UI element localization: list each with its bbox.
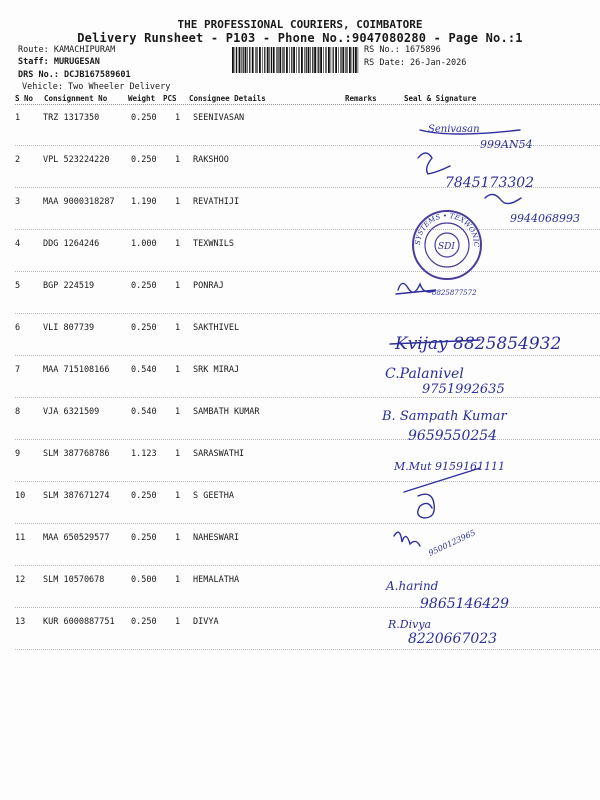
row-consignment: SLM 387768786 — [43, 449, 110, 459]
row-sno: 13 — [15, 617, 26, 627]
row-weight: 0.250 — [131, 323, 157, 333]
row-consignment: BGP 224519 — [43, 281, 95, 291]
row-sno: 4 — [15, 239, 21, 249]
route-label: Route: KAMACHIPURAM — [18, 45, 116, 55]
col-pcs: PCS — [163, 94, 177, 103]
row-consignee: SAKTHIVEL — [193, 323, 240, 333]
col-sno: S No — [15, 94, 34, 103]
staff-label: Staff: MURUGESAN — [18, 57, 100, 67]
signature-5-number: 8825877572 — [432, 289, 477, 297]
row-consignment: SLM 387671274 — [43, 491, 110, 501]
row-sno: 10 — [15, 491, 26, 501]
signature-3-stroke — [485, 194, 521, 203]
signature-12-number: 9865146429 — [420, 596, 510, 612]
signature-12-name: A.harind — [386, 579, 439, 593]
company-title: THE PROFESSIONAL COURIERS, COIMBATORE — [177, 18, 423, 31]
row-weight: 0.250 — [131, 533, 157, 543]
row-sno: 12 — [15, 575, 26, 585]
row-sno: 1 — [15, 113, 21, 123]
row-consignee: PONRAJ — [193, 281, 224, 291]
signature-10-stroke — [418, 494, 435, 518]
row-consignee: RAKSHOO — [193, 155, 229, 165]
signature-5-stroke — [396, 283, 436, 294]
stamp-center-text: SDI — [438, 242, 455, 252]
row-weight: 0.500 — [131, 575, 157, 585]
row-pcs: 1 — [175, 155, 181, 165]
row-consignment: VLI 807739 — [43, 323, 95, 333]
row-consignee: SRK MIRAJ — [193, 365, 240, 375]
signature-8-number: 9659550254 — [408, 428, 498, 444]
signature-1-name: Senivasan — [428, 124, 480, 135]
row-pcs: 1 — [175, 365, 181, 375]
row-pcs: 1 — [175, 533, 181, 543]
row-pcs: 1 — [175, 281, 181, 291]
signature-13-number: 8220667023 — [408, 631, 498, 647]
row-consignment: VJA 6321509 — [43, 407, 100, 417]
row-weight: 1.190 — [131, 197, 157, 207]
row-consignee: SAMBATH KUMAR — [193, 407, 260, 417]
row-consignment: DDG 1264246 — [43, 239, 100, 249]
row-sno: 7 — [15, 365, 21, 375]
barcode-icon — [232, 47, 360, 73]
row-weight: 1.000 — [131, 239, 157, 249]
signature-8-name: B. Sampath Kumar — [382, 409, 507, 424]
row-sno: 5 — [15, 281, 21, 291]
drs-label: DRS No.: DCJB167589601 — [18, 70, 131, 80]
row-weight: 0.250 — [131, 113, 157, 123]
row-consignment: MAA 650529577 — [43, 533, 110, 543]
rs-number: RS No.: 1675896 — [364, 45, 441, 55]
row-pcs: 1 — [175, 617, 181, 627]
row-pcs: 1 — [175, 197, 181, 207]
signature-2-stroke — [418, 153, 450, 174]
row-weight: 0.540 — [131, 365, 157, 375]
row-sno: 2 — [15, 155, 21, 165]
row-consignee: TEXWNILS — [193, 239, 234, 249]
signature-7-number: 9751992635 — [422, 382, 505, 397]
signature-9-text: M.Mut 9159161111 — [394, 460, 506, 473]
row-consignment: MAA 715108166 — [43, 365, 110, 375]
vehicle-label: Vehicle: Two Wheeler Delivery — [22, 82, 171, 92]
row-sno: 3 — [15, 197, 21, 207]
rs-date: RS Date: 26-Jan-2026 — [364, 58, 467, 68]
row-consignee: SEENIVASAN — [193, 113, 245, 123]
col-weight: Weight — [128, 94, 156, 103]
row-consignment: MAA 9000318287 — [43, 197, 115, 207]
signature-6-text: Kvijay 8825854932 — [395, 334, 562, 354]
col-consignment: Consignment No — [44, 94, 108, 103]
row-pcs: 1 — [175, 323, 181, 333]
signature-7-name: C.Palanivel — [385, 366, 464, 382]
row-consignment: KUR 6000887751 — [43, 617, 115, 627]
col-remarks: Remarks — [345, 94, 377, 103]
signature-11-stroke — [394, 532, 420, 546]
signature-3-number: 9944068993 — [510, 212, 580, 225]
signature-11-number: 9500123965 — [427, 528, 477, 558]
signature-area — [357, 102, 600, 648]
runsheet-subtitle: Delivery Runsheet - P103 - Phone No.:9047080280 - Page No.:1 — [77, 31, 523, 45]
col-consignee: Consignee Details — [189, 94, 266, 103]
row-weight: 0.540 — [131, 407, 157, 417]
row-consignment: VPL 523224220 — [43, 155, 110, 165]
row-sno: 6 — [15, 323, 21, 333]
row-consignee: SARASWATHI — [193, 449, 245, 459]
row-weight: 0.250 — [131, 491, 157, 501]
row-consignee: NAHESWARI — [193, 533, 240, 543]
row-weight: 0.250 — [131, 617, 157, 627]
row-consignment: TRZ 1317350 — [43, 113, 100, 123]
col-seal-signature: Seal & Signature — [404, 94, 477, 103]
row-divider — [15, 649, 600, 650]
row-consignee: HEMALATHA — [193, 575, 240, 585]
signature-1-number: 999AN54 — [480, 138, 533, 151]
row-sno: 8 — [15, 407, 21, 417]
row-weight: 0.250 — [131, 155, 157, 165]
stamp-ring-text: SYSTEMS • TEXWONICS — [357, 102, 481, 248]
row-pcs: 1 — [175, 407, 181, 417]
row-pcs: 1 — [175, 239, 181, 249]
signature-2-number: 7845173302 — [445, 175, 535, 191]
row-pcs: 1 — [175, 575, 181, 585]
row-pcs: 1 — [175, 113, 181, 123]
row-consignee: S GEETHA — [193, 491, 234, 501]
row-sno: 11 — [15, 533, 26, 543]
row-consignee: REVATHIJI — [193, 197, 240, 207]
signature-13-name: R.Divya — [388, 618, 432, 631]
row-weight: 1.123 — [131, 449, 157, 459]
row-pcs: 1 — [175, 449, 181, 459]
row-weight: 0.250 — [131, 281, 157, 291]
row-sno: 9 — [15, 449, 21, 459]
row-pcs: 1 — [175, 491, 181, 501]
row-consignment: SLM 10570678 — [43, 575, 105, 585]
row-consignee: DIVYA — [193, 617, 219, 627]
